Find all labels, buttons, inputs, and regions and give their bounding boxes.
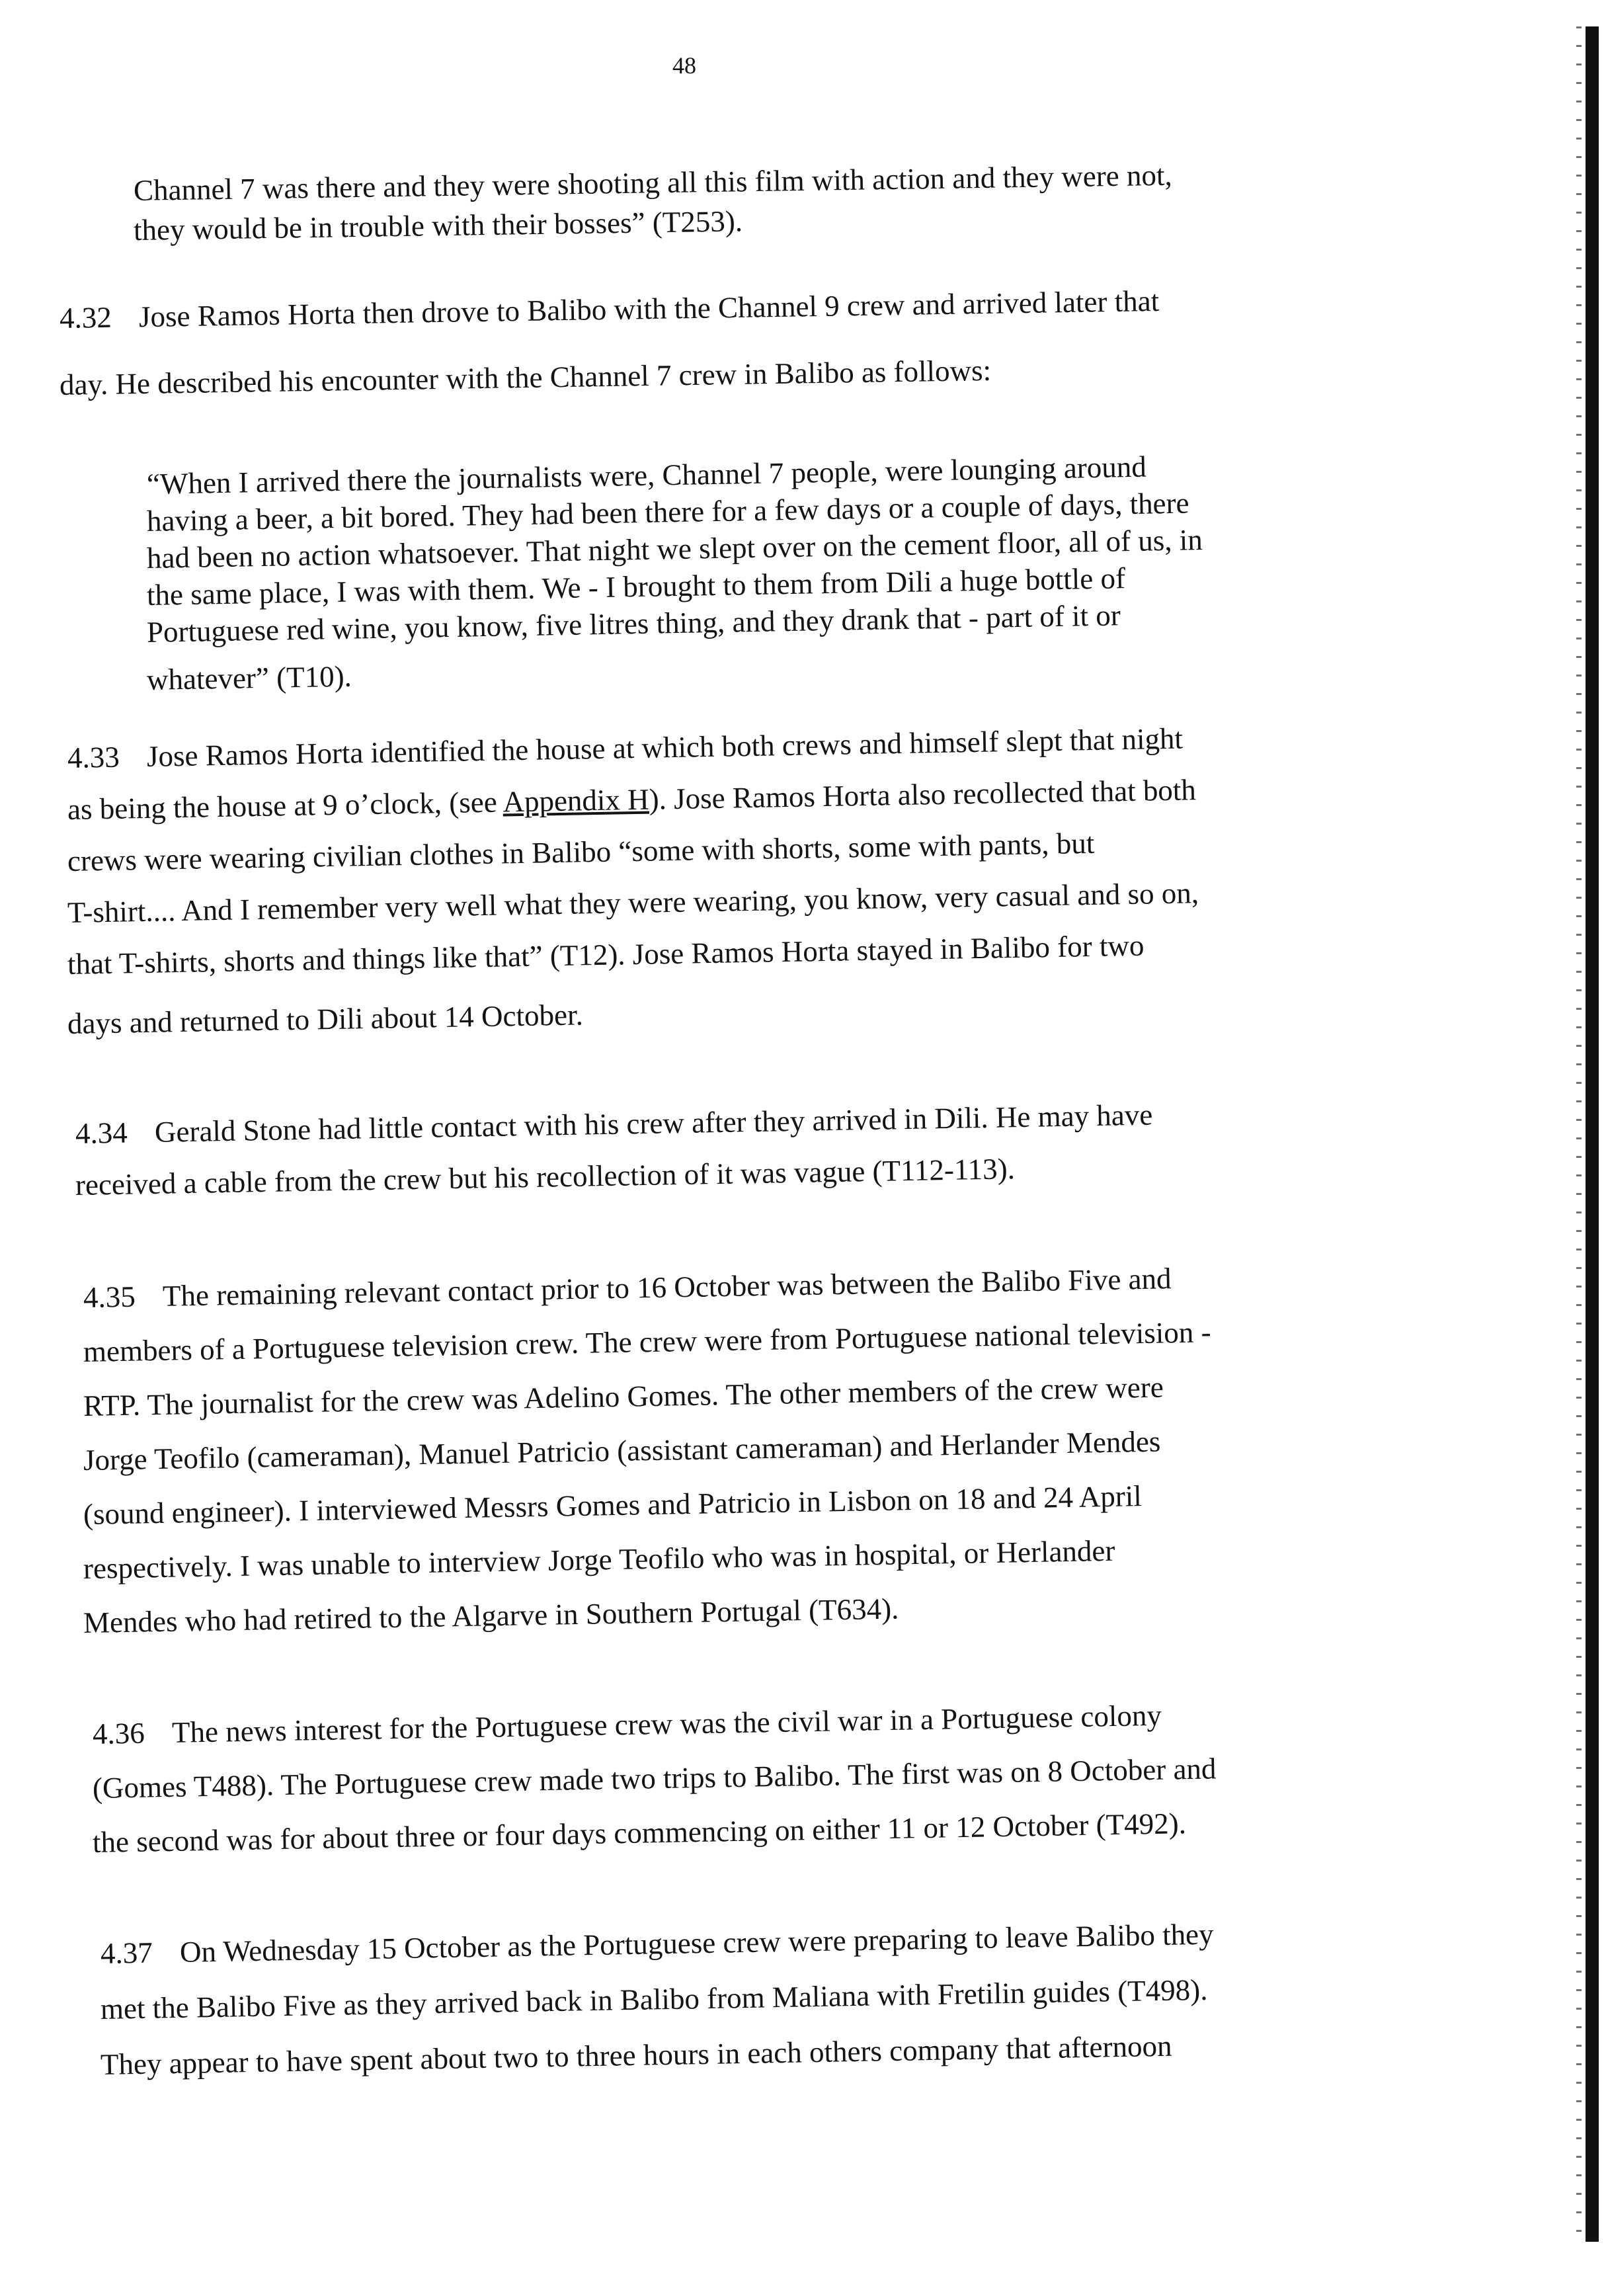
scan-edge-marks	[1576, 26, 1582, 2242]
paragraph-4-36-line-1: 4.36 The news interest for the Portuguese crew was the civil war in a Portuguese colony	[92, 1698, 1162, 1750]
text-line: met the Balibo Five as they arrived back in Balibo from Maliana with Fretilin guides (T498).	[100, 1973, 1208, 2026]
text-line: Channel 7 was there and they were shooting all this film with action and they were not,	[133, 158, 1173, 207]
text-line: as being the house at 9 o’clock, (see Appendix H). Jose Ramos Horta also recollected that both	[67, 773, 1197, 826]
quote-line: had been no action whatsoever. That night we slept over on the cement floor, all of us, in	[146, 523, 1203, 575]
scan-edge-bar	[1586, 26, 1599, 2242]
text-line: T-shirt.... And I remember very well what they were wearing, you know, very casual and so on,	[67, 876, 1199, 929]
text-line: the second was for about three or four days commencing on either 11 or 12 October (T492).	[92, 1807, 1187, 1859]
text-line: Mendes who had retired to the Algarve in Southern Portugal (T634).	[83, 1592, 899, 1639]
text-line: days and returned to Dili about 14 October.	[67, 998, 584, 1040]
paragraph-number: 4.37	[100, 1936, 153, 1970]
quote-line: whatever” (T10).	[146, 659, 352, 696]
text-line: members of a Portuguese television crew. The crew were from Portuguese national television -	[83, 1315, 1211, 1368]
quote-line: Portuguese red wine, you know, five litres thing, and they drank that - part of it or	[146, 598, 1121, 649]
text-line: (Gomes T488). The Portuguese crew made two trips to Balibo. The first was on 8 October and	[92, 1752, 1217, 1805]
paragraph-number: 4.33	[67, 740, 120, 774]
paragraph-number: 4.32	[59, 300, 112, 335]
paragraph-4-37-line-1: 4.37 On Wednesday 15 October as the Portuguese crew were preparing to leave Balibo they	[100, 1917, 1214, 1970]
text-line: received a cable from the crew but his recollection of it was vague (T112-113).	[75, 1152, 1016, 1202]
text-line: (sound engineer). I interviewed Messrs Gomes and Patricio in Lisbon on 18 and 24 April	[83, 1479, 1143, 1531]
paragraph-4-34-line-1: 4.34 Gerald Stone had little contact with his crew after they arrived in Dili. He may have	[75, 1098, 1153, 1150]
appendix-h-link[interactable]: Appendix H	[502, 782, 650, 819]
paragraph-4-33-line-1: 4.33 Jose Ramos Horta identified the house at which both crews and himself slept that night	[67, 721, 1184, 774]
quote-line: having a beer, a bit bored. They had been there for a few days or a couple of days, there	[146, 486, 1189, 538]
paragraph-4-32-line-1: 4.32 Jose Ramos Horta then drove to Balibo with the Channel 9 crew and arrived later that	[59, 284, 1160, 335]
text-line: they would be in trouble with their bosses” (T253).	[133, 204, 743, 247]
paragraph-number: 4.34	[75, 1116, 128, 1150]
page-number: 48	[672, 52, 696, 79]
text-line: RTP. The journalist for the crew was Adelino Gomes. The other members of the crew were	[83, 1370, 1164, 1422]
paragraph-4-35-line-1: 4.35 The remaining relevant contact prior to 16 October was between the Balibo Five and	[83, 1262, 1172, 1314]
text-line: that T-shirts, shorts and things like that” (T12). Jose Ramos Horta stayed in Balibo for two	[67, 928, 1145, 981]
text-line: They appear to have spent about two to three hours in each others company that afternoon	[100, 2029, 1172, 2081]
quote-line: the same place, I was with them. We - I brought to them from Dili a huge bottle of	[146, 561, 1126, 612]
paragraph-number: 4.35	[83, 1280, 136, 1314]
paragraph-number: 4.36	[92, 1716, 145, 1750]
quote-line: “When I arrived there the journalists were, Channel 7 people, were lounging around	[146, 450, 1147, 501]
text-line: Jorge Teofilo (cameraman), Manuel Patricio (assistant cameraman) and Herlander Mendes	[83, 1424, 1161, 1477]
text-line: crews were wearing civilian clothes in Balibo “some with shorts, some with pants, but	[67, 826, 1095, 878]
text-line: day. He described his encounter with the Channel 7 crew in Balibo as follows:	[59, 353, 992, 401]
text-line: respectively. I was unable to interview Jorge Teofilo who was in hospital, or Herlander	[83, 1534, 1115, 1585]
